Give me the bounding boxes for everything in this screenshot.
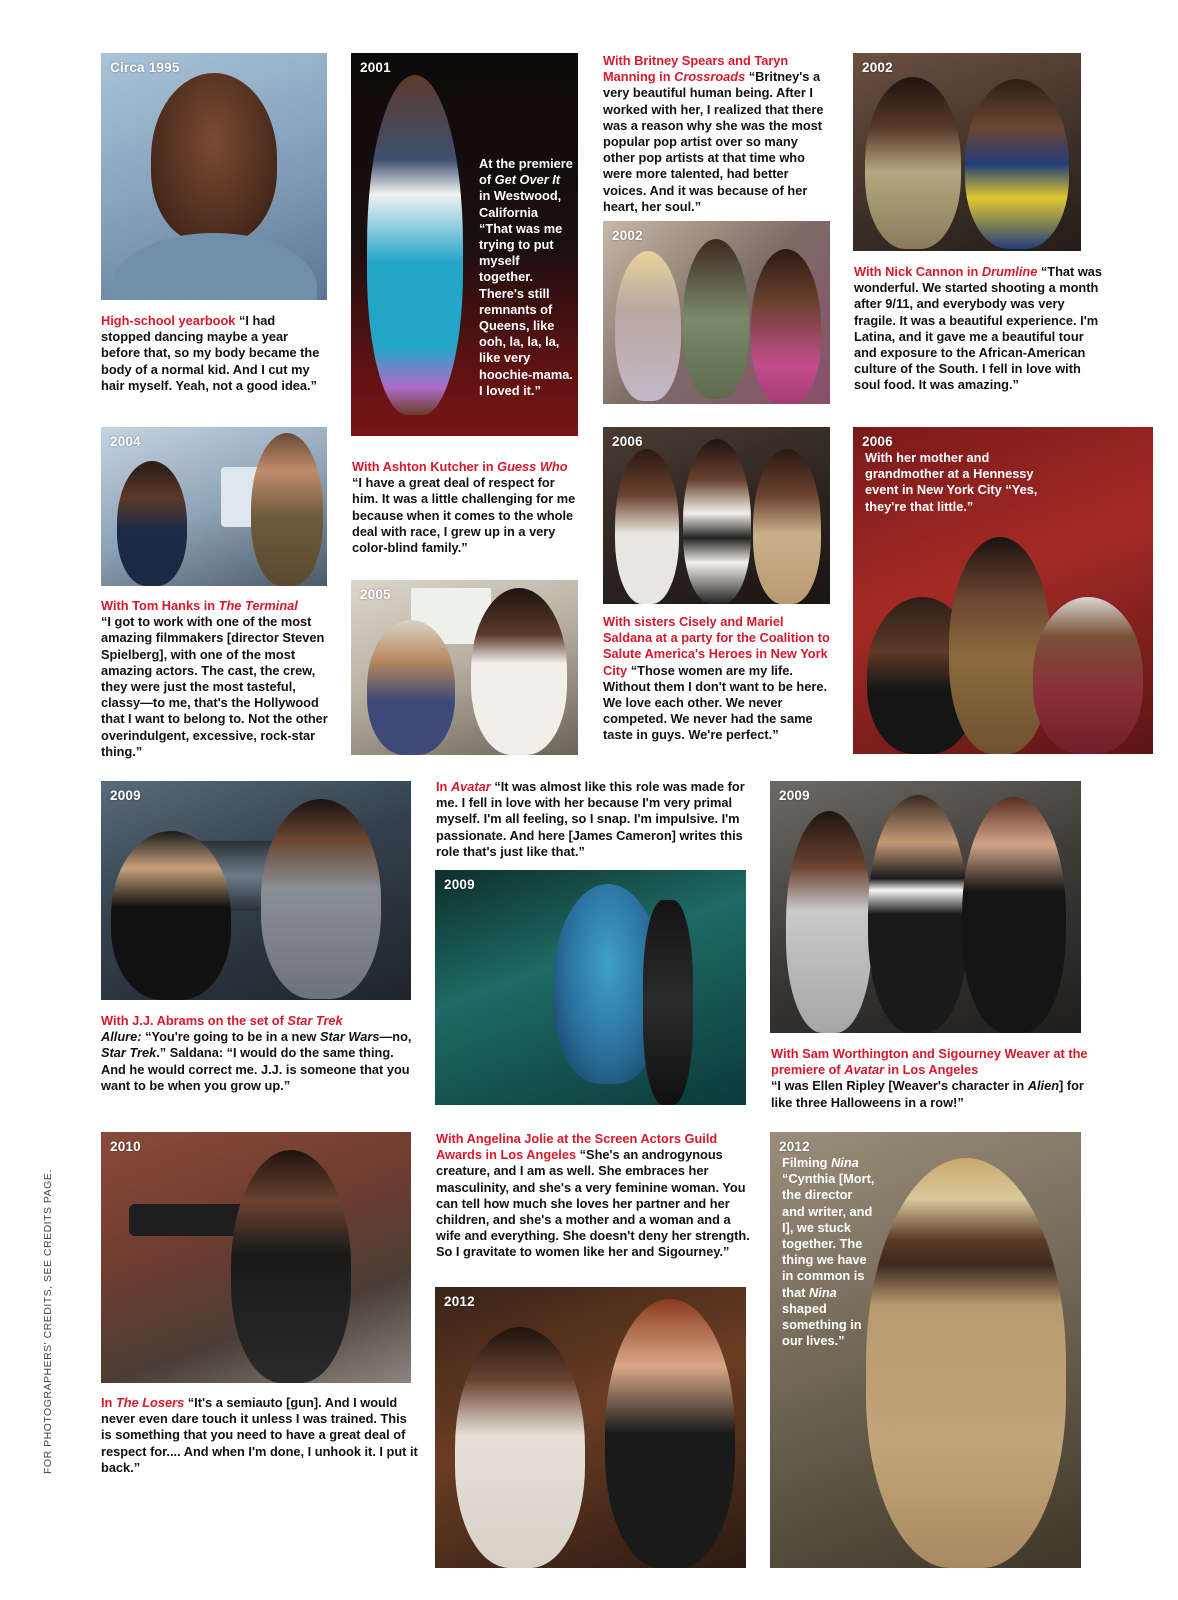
caption-yearbook: High-school yearbook “I had stopped dancing maybe a year before that, so my body became the body of a normal kid. And I cut my hair myself. Yeah, not a good idea.” xyxy=(101,313,320,393)
photo-premiere-2001 xyxy=(351,53,578,436)
photo-year-label: 2006 xyxy=(862,434,893,449)
caption-sisters: With sisters Cisely and Mariel Saldana at a party for the Coalition to Salute America's Heroes in New York City “Those women are my life. Without them I don't want to be here. We love each other. We never competed. We never had the same taste in guys. We're perfect.” xyxy=(603,614,830,743)
caption-star-trek: With J.J. Abrams on the set of Star Trek Allure: “You're going to be in a new Star Wars—no, Star Trek.” Saldana: “I would do the same thing. And he would correct me. J.J. is someone that you want to be when you grow up.” xyxy=(101,1013,412,1093)
photo-year-label: 2009 xyxy=(444,877,475,892)
photo-year-label: 2012 xyxy=(444,1294,475,1309)
photo-party-2006 xyxy=(603,427,830,604)
photo-star-trek xyxy=(101,781,411,1000)
figure-b xyxy=(683,239,749,399)
photo-year-label: 2010 xyxy=(110,1139,141,1154)
photo-year-label: 2002 xyxy=(612,228,643,243)
photo-year-label: 2009 xyxy=(779,788,810,803)
figure-b xyxy=(683,439,751,604)
photo-year-label: 2012 xyxy=(779,1139,810,1154)
figure-grandmother xyxy=(1033,597,1143,754)
figure-b xyxy=(965,79,1069,249)
portrait-shoulders xyxy=(111,233,317,300)
figure-b xyxy=(261,799,381,999)
figure-b xyxy=(605,1299,735,1568)
figure-a xyxy=(615,449,679,604)
caption-drumline: With Nick Cannon in Drumline “That was wonderful. We started shooting a month after 9/11, and everybody was very fragile. It was a beautiful experience. I'm Latina, and it gave me a beautiful tour and exposure to the African-American culture of the South. I fell in love with soul food. It was amazing.” xyxy=(854,264,1103,393)
figure-c xyxy=(753,449,821,604)
photo-inset-caption: At the premiere of Get Over It in Westwood, California “That was me trying to put myself together. There's still remnants of Queens, like ooh, la, la, la, like very hoochie-mama. I loved it.” xyxy=(479,156,573,398)
caption-avatar: In Avatar “It was almost like this role was made for me. I fell in love with her because I'm very primal myself. I'm all feeling, so I snap. I'm impulsive. I'm passionate. And here [James Cameron] writes this role that's just like that.” xyxy=(436,779,745,859)
standing-figure xyxy=(367,75,463,415)
photo-guess-who xyxy=(351,580,578,755)
caption-the-losers: In The Losers “It's a semiauto [gun]. And I would never even dare touch it unless I was trained. This is something that you need to have a great deal of respect for.... And when I'm done, I unhook it. I put it back.” xyxy=(101,1395,418,1475)
photo-terminal xyxy=(101,427,327,586)
figure-c xyxy=(751,249,821,404)
photo-credits-note: FOR PHOTOGRAPHERS' CREDITS, SEE CREDITS PAGE. xyxy=(42,1169,54,1474)
photo-sag-awards xyxy=(435,1287,746,1568)
figure-a xyxy=(111,831,231,1000)
figure-a xyxy=(367,620,455,755)
photo-year-label: 2002 xyxy=(862,60,893,75)
photo-year-label: 2005 xyxy=(360,587,391,602)
caption-avatar-premiere: With Sam Worthington and Sigourney Weaver at the premiere of Avatar in Los Angeles “I was Ellen Ripley [Weaver's character in Alien] for like three Halloweens in a row!” xyxy=(771,1046,1088,1110)
figure-a xyxy=(786,811,872,1033)
photo-year-label: Circa 1995 xyxy=(110,60,180,75)
photo-year-label: 2006 xyxy=(612,434,643,449)
photo-year-label: 2001 xyxy=(360,60,391,75)
photo-yearbook xyxy=(101,53,327,300)
figure-c xyxy=(962,797,1066,1033)
figure-a xyxy=(117,461,187,586)
photo-hennessy xyxy=(853,427,1153,754)
photo-drumline xyxy=(853,53,1081,251)
navi-braids xyxy=(643,900,693,1105)
photo-avatar-premiere xyxy=(770,781,1081,1033)
figure-b xyxy=(471,588,567,755)
photo-year-label: 2009 xyxy=(110,788,141,803)
caption-guess-who: With Ashton Kutcher in Guess Who “I have a great deal of respect for him. It was a little challenging for me because when it comes to the whole deal with race, I grew up in a very color-blind family.” xyxy=(352,459,576,556)
photo-the-losers xyxy=(101,1132,411,1383)
photo-year-label: 2004 xyxy=(110,434,141,449)
caption-crossroads: With Britney Spears and Taryn Manning in Crossroads “Britney's a very beautiful human being. After I worked with her, I realized that there was a reason why she was the most popular pop artist over so many other pop artists at that time who were more talented, had better voices. And it was because of her heart, her soul.” xyxy=(603,53,824,214)
figure-b xyxy=(251,433,323,586)
photo-nina xyxy=(770,1132,1081,1568)
figure-a xyxy=(865,77,961,249)
figure-a xyxy=(231,1150,351,1383)
figure-a xyxy=(615,251,681,401)
figure-center xyxy=(949,537,1051,754)
figure-a xyxy=(866,1158,1066,1568)
figure-b xyxy=(868,795,968,1033)
photo-crossroads xyxy=(603,221,830,404)
caption-angelina: With Angelina Jolie at the Screen Actors Guild Awards in Los Angeles “She's an androgynous creature, and I am as well. She embraces her masculinity, and she's a very feminine woman. You can tell how much she loves her partner and her children, and she's a mother and a woman and a wife and everything. She doesn't deny her strength. So I gravitate to women like her and Sigourney.” xyxy=(436,1131,750,1260)
figure-a xyxy=(455,1327,585,1568)
caption-terminal: With Tom Hanks in The Terminal “I got to work with one of the most amazing filmmakers [director Steven Spielberg], with one of the most amazing actors. The cast, the crew, they were just the most tasteful, classy—to me, that's the Hollywood that I want to belong to. Not the other overindulgent, excessive, rock-star thing.” xyxy=(101,598,328,759)
photo-avatar xyxy=(435,870,746,1105)
photo-inset-caption: With her mother and grandmother at a Hennessy event in New York City “Yes, they're that little.” xyxy=(865,450,1038,514)
portrait-figure xyxy=(151,73,277,243)
photo-inset-caption: Filming Nina “Cynthia [Mort, the director and writer, and I], we stuck together. The thing we have in common is that Nina shaped something in our lives.” xyxy=(782,1155,875,1349)
